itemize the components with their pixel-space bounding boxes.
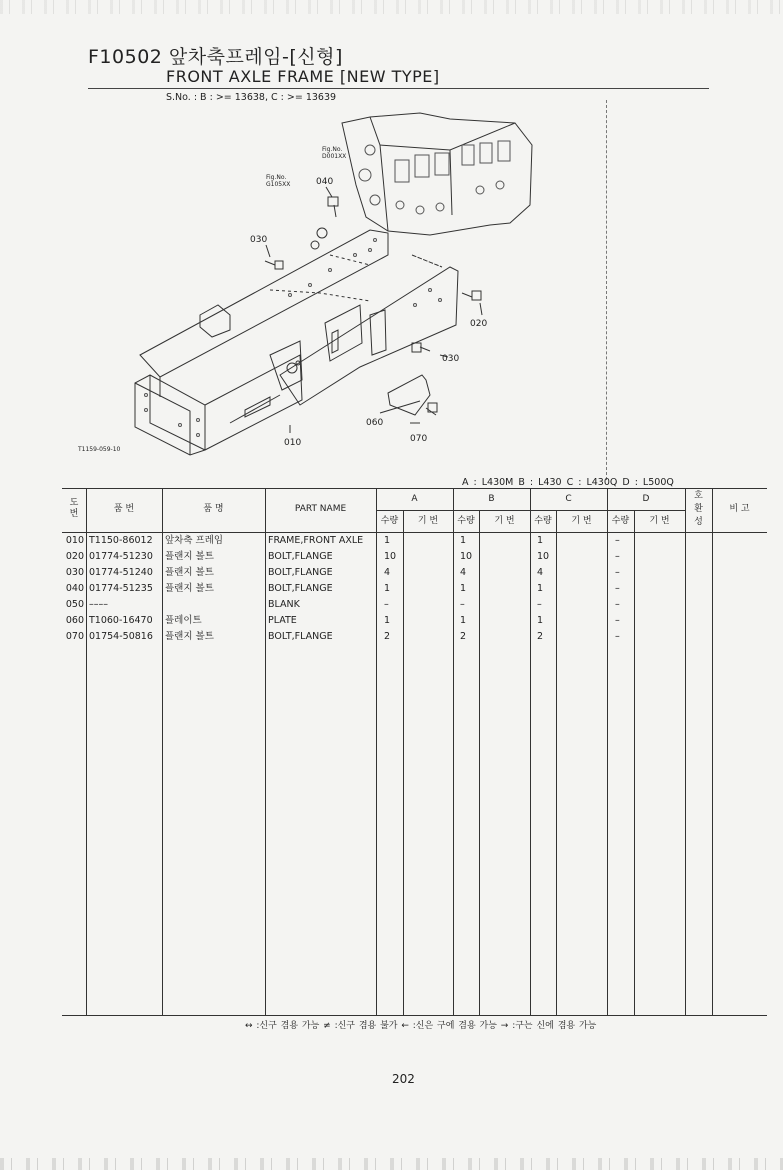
- cell-part-name-kr: 플레이트: [165, 615, 202, 626]
- cell-part-name: FRAME,FRONT AXLE: [268, 535, 364, 546]
- cell-qty-b: 10: [460, 551, 473, 562]
- compatibility-legend: ↔ :신구 겸용 가능 ≠ :신구 겸용 불가 ← :신은 구에 겸용 가능 → :구는 신에 겸용 가능: [245, 1021, 597, 1031]
- callout-070: 070: [410, 434, 428, 444]
- cell-qty-d: –: [615, 567, 620, 578]
- cell-ref: 070: [65, 631, 84, 642]
- cell-qty-a: 4: [384, 567, 391, 578]
- cell-part-name-kr: 플랜지 볼트: [165, 631, 214, 642]
- table-row: [62, 534, 767, 550]
- page-title-english: FRONT AXLE FRAME [NEW TYPE]: [166, 67, 440, 86]
- col-header-qty-c: 수량: [534, 516, 552, 526]
- col-header-remarks: 비 고: [729, 504, 750, 514]
- col-header-interchange: 호 환 성: [694, 491, 703, 527]
- callout-060: 060: [366, 418, 384, 428]
- cell-part-name: BOLT,FLANGE: [268, 583, 333, 594]
- table-row: [62, 566, 767, 582]
- cell-part-no: T1150-86012: [89, 535, 153, 546]
- cell-part-name: BLANK: [268, 599, 300, 610]
- frame-front: [135, 375, 205, 455]
- cell-qty-b: 1: [460, 535, 467, 546]
- diagram-dashed-divider: [606, 100, 607, 480]
- cell-qty-d: –: [615, 599, 620, 610]
- col-header-group-d: D: [642, 494, 650, 504]
- bolt-070: [426, 403, 437, 415]
- cell-qty-c: 1: [537, 535, 544, 546]
- bolt-030-right: [412, 343, 430, 352]
- scan-artifact-bottom: [0, 1158, 783, 1170]
- fig-ref-2: Fig.No. G105XX: [266, 174, 291, 188]
- cell-ref: 040: [65, 583, 84, 594]
- fig-ref-1: Fig.No. D001XX: [322, 146, 347, 160]
- cell-qty-a: 2: [384, 631, 391, 642]
- col-header-group-b: B: [488, 494, 495, 504]
- scan-artifact-top: [0, 0, 783, 14]
- col-header-group-a: A: [411, 494, 418, 504]
- header-divider: [88, 88, 709, 89]
- col-header-qty-d: 수량: [611, 516, 630, 526]
- col-header-qty-b: 수량: [457, 516, 475, 526]
- col-header-part-no: 품 번: [113, 504, 135, 514]
- frame-left-rail: [140, 230, 388, 377]
- cell-qty-c: 2: [537, 631, 544, 642]
- cell-qty-d: –: [615, 583, 620, 594]
- table-body: [62, 533, 767, 643]
- table-row: [62, 614, 767, 630]
- cell-part-name: BOLT,FLANGE: [268, 551, 333, 562]
- col-header-period-d: 기 번: [649, 516, 670, 526]
- cell-part-name: BOLT,FLANGE: [268, 567, 333, 578]
- cell-part-name-kr: 플랜지 볼트: [165, 583, 214, 594]
- bolt-040: [328, 197, 338, 217]
- col-header-qty-a: 수량: [380, 516, 399, 526]
- cell-ref: 010: [65, 535, 84, 546]
- table-row: [62, 630, 767, 646]
- callout-010: 010: [284, 438, 302, 448]
- cell-part-no: T1060-16470: [89, 615, 153, 626]
- table-row: [62, 582, 767, 598]
- cell-ref: 050: [65, 599, 84, 610]
- cell-qty-b: 4: [460, 567, 467, 578]
- cell-part-name-kr: 플랜지 볼트: [165, 551, 214, 562]
- cell-qty-a: 1: [384, 615, 391, 626]
- cell-qty-a: –: [384, 599, 389, 610]
- cell-part-no: 01774-51230: [89, 551, 153, 562]
- cell-part-name-kr: 플랜지 볼트: [165, 567, 214, 578]
- cell-qty-c: –: [537, 599, 542, 610]
- cell-qty-b: –: [460, 599, 465, 610]
- cell-part-no: 01774-51235: [89, 583, 153, 594]
- cell-qty-d: –: [615, 615, 620, 626]
- col-header-part-name-kr: 품 명: [203, 504, 224, 514]
- callout-030-right: 030: [442, 354, 460, 364]
- cell-part-name-kr: 앞차축 프레임: [165, 535, 224, 546]
- col-header-period-b: 기 번: [494, 516, 515, 526]
- col-header-period-c: 기 번: [571, 516, 592, 526]
- cell-qty-b: 2: [460, 631, 467, 642]
- cell-qty-c: 1: [537, 583, 544, 594]
- col-header-part-name: PART NAME: [294, 504, 347, 514]
- col-header-period-a: 기 번: [417, 516, 439, 526]
- cell-qty-c: 1: [537, 615, 544, 626]
- cell-part-no: 01774-51240: [89, 567, 153, 578]
- cell-qty-a: 1: [384, 535, 391, 546]
- cell-qty-b: 1: [460, 583, 467, 594]
- serial-number-range: S.No. : B : >= 13638, C : >= 13639: [166, 92, 337, 103]
- table-row: [62, 598, 767, 614]
- callout-020: 020: [470, 319, 488, 329]
- cell-part-no: 01754-50816: [89, 631, 153, 642]
- cell-qty-b: 1: [460, 615, 467, 626]
- bolt-030-top: [265, 261, 283, 269]
- cell-part-no: ––––: [89, 599, 108, 610]
- exploded-diagram: [70, 105, 605, 470]
- cell-ref: 030: [65, 567, 84, 578]
- model-legend: A : L430M B : L430 C : L430Q D : L500Q: [462, 477, 674, 488]
- cell-qty-d: –: [615, 551, 620, 562]
- bolt-020: [462, 291, 481, 300]
- page-title-code: F10502 앞차축프레임-[신형]: [88, 46, 343, 68]
- col-header-group-c: C: [565, 494, 572, 504]
- cell-part-name: BOLT,FLANGE: [268, 631, 333, 642]
- drawing-number: T1159-059-10: [78, 446, 121, 453]
- col-header-ref: 도 번: [69, 498, 79, 519]
- cell-qty-a: 10: [384, 551, 397, 562]
- parts-table: [62, 488, 767, 1016]
- callout-030-top: 030: [250, 235, 268, 245]
- cell-qty-d: –: [615, 535, 620, 546]
- table-row: [62, 550, 767, 566]
- cell-ref: 060: [65, 615, 84, 626]
- cell-qty-c: 10: [537, 551, 550, 562]
- cell-part-name: PLATE: [268, 615, 297, 626]
- cell-ref: 020: [65, 551, 84, 562]
- cell-qty-c: 4: [537, 567, 544, 578]
- cell-qty-a: 1: [384, 583, 391, 594]
- callout-040: 040: [316, 177, 334, 187]
- page-number: 202: [392, 1072, 415, 1086]
- frame-right-rail: [280, 267, 458, 405]
- cell-qty-d: –: [615, 631, 620, 642]
